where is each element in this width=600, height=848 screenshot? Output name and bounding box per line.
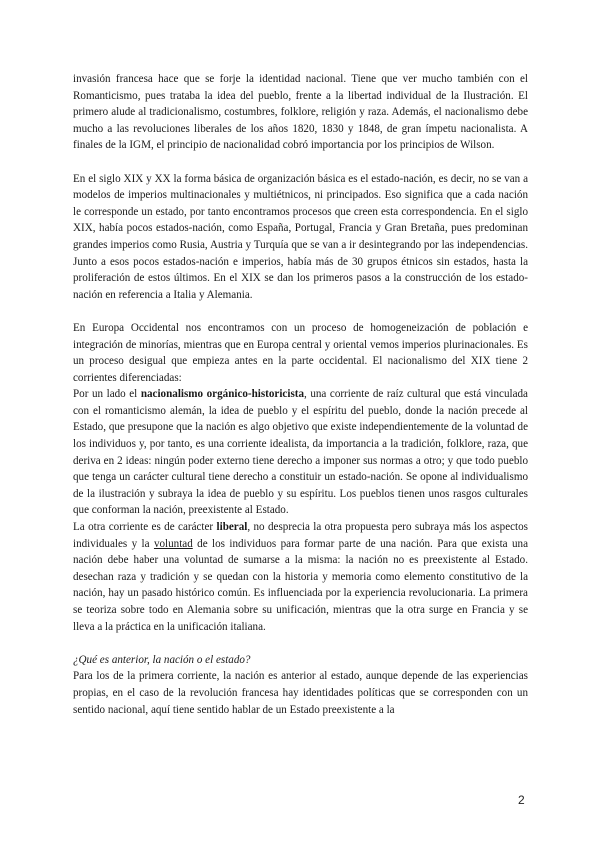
paragraph-nation-state: En el siglo XIX y XX la forma básica de organización básica es el estado-nación, es decir, no se van a modelos de imperios multinacionales y multiétnicos, ni principados. Eso significa que a cada nación le corresponde un estado, por tanto encontramos procesos que creen esta correspondencia. En el siglo XIX, había pocos estados-nación, como España, Portugal, Francia y Gran Bretaña, pues predominan grandes imperios como Rusia, Austria y Turquía que se van a ir desintegrando por las independencias. Junto a esos pocos estados-nación e imperios, había más de 30 grupos étnicos sin estados, hasta la proliferación de estos últimos. En el XIX se dan los primeros pasos a la construcción de los estado-nación en referencia a Italia y Alemania. <box>73 172 528 301</box>
bold-term-liberal: liberal <box>216 521 248 534</box>
underlined-term-voluntad: voluntad <box>153 537 193 550</box>
document-body <box>73 71 528 718</box>
paragraph-nationalism-origins: invasión francesa hace que se forje la identidad nacional. Tiene que ver mucho también con el Romanticismo, pues trataba la idea del pueblo, frente a la libertad individual de la Ilustración. El primero alude al tradicionalismo, costumbres, folklore, religión y raza. Además, el nacionalismo debe mucho a las revoluciones liberales de los años 1820, 1830 y 1848, de gran ímpetu nacionalista. A finales de la IGM, el principio de nacionalidad cobró importancia por los principios de Wilson. <box>73 73 528 152</box>
paragraph-liberal <box>73 519 528 635</box>
text-segment: La otra corriente es de carácter <box>73 521 217 534</box>
text-segment: de los individuos para formar parte de una nación. Para que exista una nación debe haber una voluntad de sumarse a la misma: la nación no es preexistente al Estado. desechan raza y tradición y se quedan con la historia y memoria como elemento constitutivo de la nación, hay un pasado histórico común. Es influenciada por la experiencia revolucionaria. La primera se teoriza sobre todo en Alemania sobre su unificación, mientras que la otra surge en Francia y se lleva a la práctica en la unificación italiana. <box>73 537 528 633</box>
page-number: 2 <box>518 793 525 807</box>
text-segment: Por un lado el <box>73 388 141 401</box>
paragraph-western-europe: En Europa Occidental nos encontramos con un proceso de homogeneización de población e integración de minorías, mientras que en Europa central y oriental vemos imperios plurinacionales. Es un proceso desigual que empieza antes en la parte occidental. El nacionalismo del XIX tiene 2 corrientes diferenciadas: <box>73 321 528 384</box>
paragraph-organic-historicist <box>73 386 528 519</box>
paragraph-nation-before-state: Para los de la primera corriente, la nación es anterior al estado, aunque depende de las experiencias propias, en el caso de la revolución francesa hay identidades políticas que se corresponden con un sentido nacional, aquí tiene sentido hablar de un Estado preexistente a la <box>73 670 528 716</box>
section-subheading: ¿Qué es anterior, la nación o el estado? <box>73 653 251 666</box>
text-segment: , una corriente de raíz cultural que está vinculada con el romanticismo alemán, la idea de pueblo y el espíritu del pueblo, donde la nación precede al Estado, que presupone que la nación es algo objetivo que existe independientemente de la voluntad de los individuos y, por tanto, es una corriente idealista, da importancia a la tradición, folklore, raza, que deriva en 2 ideas: ningún poder externo tiene derecho a imponer sus normas a otro; y que todo pueblo que tenga un carácter cultural tiene derecho a constituir un estado-nación. Se opone al individualismo de la ilustración y subraya la idea de pueblo y su espíritu. Los pueblos tienen unos rasgos culturales que conforman la nación, preexistente al Estado. <box>73 388 528 517</box>
text-segment: , no desprecia la otra propuesta pero subraya más los aspectos individuales y la <box>73 521 529 550</box>
bold-term-organic-historicist: nacionalismo orgánico-historicista <box>140 388 304 401</box>
